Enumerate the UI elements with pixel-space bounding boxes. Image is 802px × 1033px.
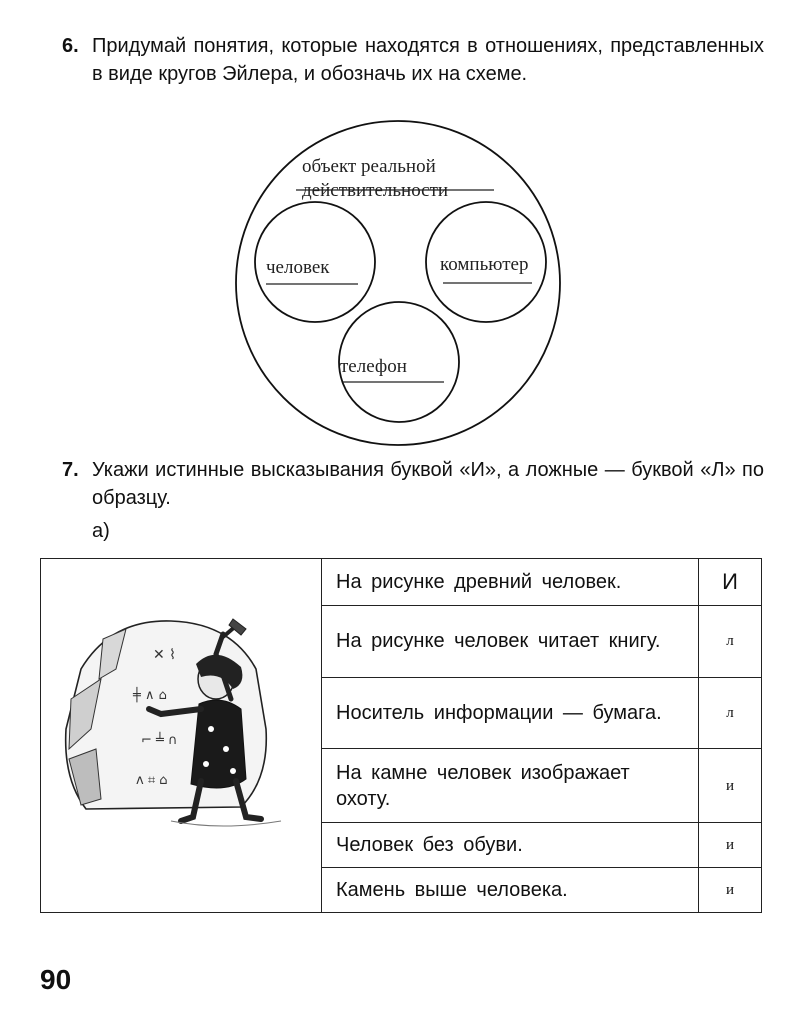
label-computer: компьютер [440,254,529,275]
page-number: 90 [40,964,72,995]
outer-label-line2: действительности [302,180,449,201]
outer-label-line1: объект реальной [302,156,436,177]
statement-cell: На рисунке древний человек. [322,559,699,606]
statement-cell: На камне человек изображает охоту. [322,749,699,823]
caveman-picture-cell [41,559,322,913]
table-row [41,559,762,606]
answer-cell[interactable]: и [699,822,762,867]
svg-text:ᴧ ⌗ ⌂: ᴧ ⌗ ⌂ [136,773,168,788]
statement-cell: Камень выше человека. [322,867,699,912]
task-number: 7. [62,459,79,481]
svg-text:⌐ ╧ ∩: ⌐ ╧ ∩ [141,733,178,748]
answer-cell[interactable]: И [699,559,762,606]
euler-diagram [0,0,802,450]
task-7 [62,456,767,516]
answer-cell[interactable]: и [699,749,762,823]
statement-cell: Человек без обуви. [322,822,699,867]
task-text: Придумай понятия, которые находятся в отношениях, представленных в виде кругов Эйлера, и обозначь их на схеме. [92,35,764,85]
caveman-illustration [41,559,319,905]
answer-cell[interactable]: и [699,867,762,912]
task-number: 6. [62,35,79,57]
svg-text:✕ ⌇: ✕ ⌇ [153,647,177,663]
label-human: человек [266,257,330,278]
answer-cell[interactable]: л [699,677,762,749]
truth-table [40,558,762,913]
statement-cell: На рисунке человек читает книгу. [322,606,699,678]
answer-cell[interactable]: л [699,606,762,678]
svg-text:╪ ∧ ⌂: ╪ ∧ ⌂ [133,688,167,703]
statement-cell: Носитель информации — бумага. [322,677,699,749]
label-phone: телефон [340,356,407,377]
task-text: Укажи истинные высказывания буквой «И», а ложные — буквой «Л» по образцу. [92,459,764,509]
caveman-body [191,700,246,788]
sublabel-a: а) [92,520,110,542]
